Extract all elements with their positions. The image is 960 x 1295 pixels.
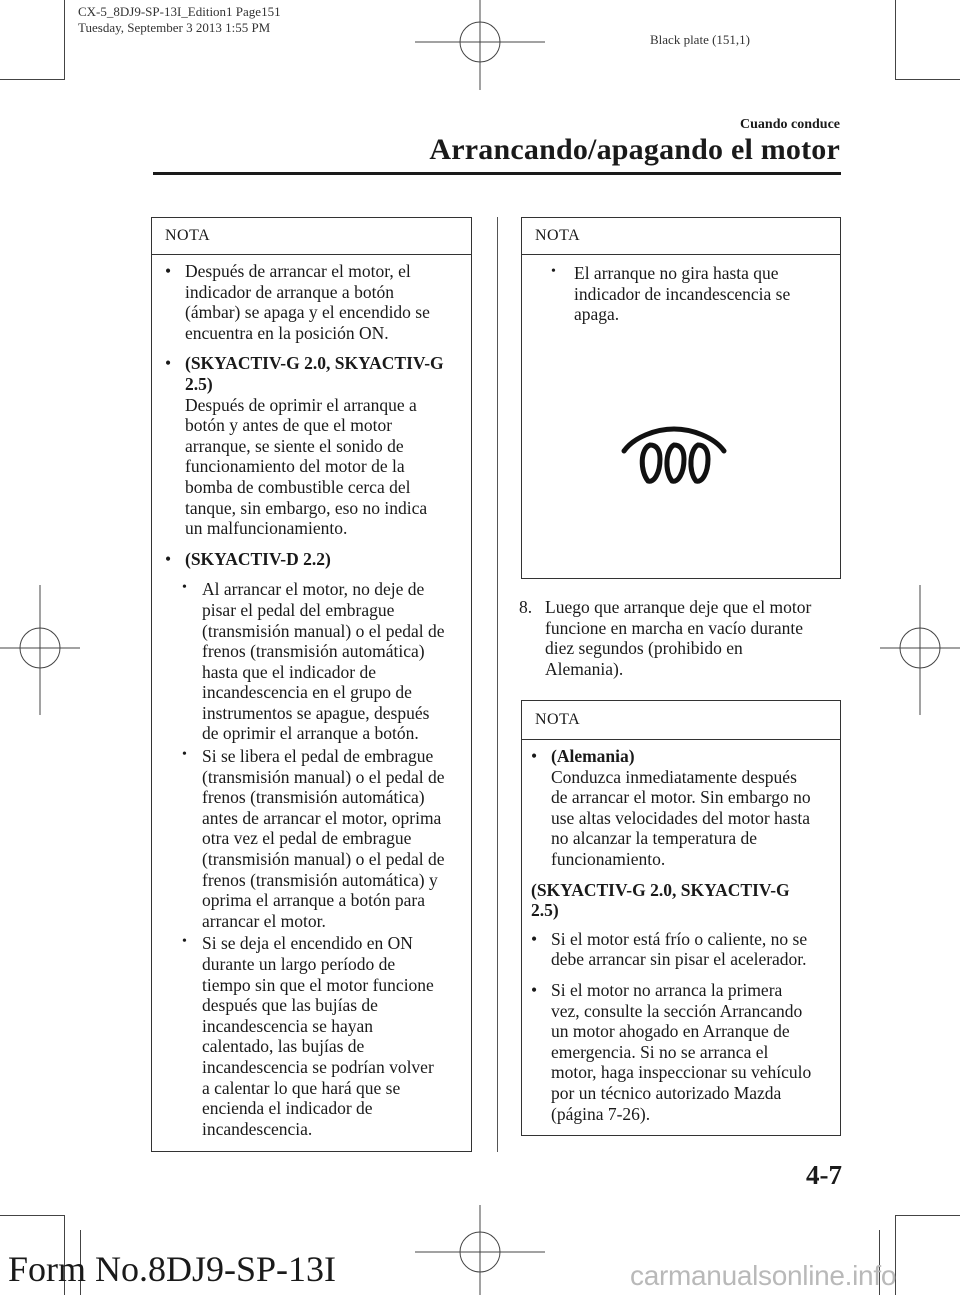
text-line: vez, consulte la sección Arrancando [551,1000,803,1021]
header-rule [153,172,841,175]
sub-list-item [165,746,463,931]
text-line: frenos (transmisión automática) [202,641,425,662]
crop-mark [896,1215,960,1216]
text-line: incandescencia en el grupo de [202,682,412,703]
text-line: oprima el arranque a botón para [202,890,426,911]
bullet: • [165,548,172,569]
text-line: Después de oprimir el arranque a [185,394,417,415]
text-line: (página 7-26). [551,1103,651,1124]
text-line: 2.5) [531,900,559,921]
text-line: Alemania). [545,658,624,679]
sub-bullet: • [182,934,187,950]
item-title: (Alemania) [551,746,635,766]
note-body [522,740,840,1124]
registration-mark-bottom [415,1205,545,1295]
item-title: 2.5) [185,373,213,394]
bullet: • [165,261,172,281]
page-number: 4-7 [806,1160,842,1190]
text-line: (SKYACTIV-G 2.0, SKYACTIV-G [531,879,790,900]
crop-mark [896,79,960,80]
text-line: de arrancar el motor. Sin embargo no [551,787,811,808]
list-item [165,261,463,343]
registration-mark-right [880,585,960,715]
note-heading: NOTA [152,218,471,255]
text-line: Después de arrancar el motor, el [185,261,411,281]
text-line: incandescencia se podrían volver [202,1056,434,1077]
text-line: (transmisión manual) o el pedal de [202,620,445,641]
note-heading: NOTA [522,701,840,740]
list-item [531,746,836,870]
text-line: de oprimir el arranque a botón. [202,723,419,744]
text-line: indicador de incandescencia se [574,283,791,304]
sub-bullet: • [182,747,187,763]
text-line: Si el motor no arranca la primera [551,979,783,1000]
text-line: un motor ahogado en Arranque de [551,1021,790,1042]
print-info-line1: CX-5_8DJ9-SP-13I_Edition1 Page151 [78,4,281,19]
text-line: Luego que arranque deje que el motor [545,597,812,617]
note-body [152,255,471,1139]
note-heading: NOTA [522,218,840,255]
text-line: frenos (transmisión automática) [202,787,425,808]
text-line: encienda el indicador de [202,1098,373,1119]
text-line: incandescencia se hayan [202,1015,374,1036]
text-line: encuentra en la posición ON. [185,322,389,343]
text-line: Si se deja el encendido en ON [202,933,413,954]
section-label: Cuando conduce [740,117,840,132]
text-line: diez segundos (prohibido en [545,638,743,659]
text-line: apaga. [574,304,620,325]
text-line: después que las bujías de [202,995,378,1016]
text-line: (transmisión manual) o el pedal de [202,849,445,870]
text-line: botón y antes de que el motor [185,415,393,436]
text-line: incandescencia. [202,1118,313,1139]
text-line: antes de arrancar el motor, oprima [202,807,442,828]
text-line: Al arrancar el motor, no deje de [202,579,425,600]
text-line: El arranque no gira hasta que [574,263,779,283]
sub-bullet: • [551,264,556,279]
text-line: a calentar lo que hará que se [202,1077,401,1098]
bullet: • [531,928,538,949]
text-line: bomba de combustible cerca del [185,476,411,497]
sub-list-item [165,579,463,744]
plate-label: Black plate (151,1) [650,32,750,47]
list-item [531,980,836,1124]
text-line: frenos (transmisión automática) y [202,869,438,890]
text-line: un malfuncionamiento. [185,518,348,539]
bullet: • [531,746,538,766]
text-line: funcione en marcha en vacío durante [545,617,803,638]
text-line: motor, haga inspeccionar su vehículo [551,1062,812,1083]
list-item [165,549,463,570]
text-line: durante un largo período de [202,954,396,974]
bullet: • [531,979,538,1000]
text-line: arrancar el motor. [202,910,326,931]
text-line: arranque, se siente el sonido de [185,435,404,456]
sub-list-item [530,263,832,325]
step-number: 8. [519,597,533,617]
text-line: funcionamiento del motor de la [185,456,405,477]
crop-mark [0,79,64,80]
text-line: debe arrancar sin pisar el acelerador. [551,949,807,970]
text-line: instrumentos se apague, después [202,702,430,723]
text-line: emergencia. Si no se arranca el [551,1041,769,1062]
glow-plug-indicator-icon [620,425,728,487]
step-text [519,597,849,679]
text-line: indicador de arranque a botón [185,281,394,302]
text-line: calentado, las bujías de [202,1036,365,1057]
sub-bullet: • [182,580,187,596]
sub-list-item [165,933,463,1139]
registration-mark-top [415,0,545,90]
text-line: Si el motor está frío o caliente, no se [551,928,808,949]
text-line: otra vez el pedal de embrague [202,828,412,849]
text-line: tanque, sin embargo, eso no indica [185,497,428,518]
print-info [78,4,281,36]
form-number: Form No.8DJ9-SP-13I [8,1249,337,1289]
bullet: • [165,353,172,374]
group-title [531,880,836,921]
note-body [522,255,840,325]
text-line: tiempo sin que el motor funcione [202,974,434,995]
page-title: Arrancando/apagando el motor [429,133,840,166]
print-info-line2: Tuesday, September 3 2013 1:55 PM [78,20,271,35]
item-title: (SKYACTIV-G 2.0, SKYACTIV-G [185,353,444,374]
text-line: hasta que el indicador de [202,661,376,682]
step-8 [519,597,849,679]
text-line: use altas velocidades del motor hasta [551,807,811,828]
crop-mark [895,0,896,80]
text-line: Conduzca inmediatamente después [551,766,797,787]
item-title: (SKYACTIV-D 2.2) [185,548,331,569]
note-box-left [151,217,472,1152]
list-item [165,353,463,538]
watermark: carmanualsonline.info [630,1260,897,1291]
note-box-right-top [521,217,841,579]
list-item [531,929,836,970]
column-divider [497,217,498,1152]
text-line: pisar el pedal del embrague [202,599,395,620]
note-box-right-bottom [521,700,841,1136]
text-line: (transmisión manual) o el pedal de [202,766,445,787]
crop-mark [0,1215,64,1216]
text-line: funcionamiento. [551,848,666,869]
text-line: Si se libera el pedal de embrague [202,746,434,767]
text-line: por un técnico autorizado Mazda [551,1082,782,1103]
text-line: no alcanzar la temperatura de [551,828,757,849]
registration-mark-left [0,585,80,715]
text-line: (ámbar) se apaga y el encendido se [185,302,430,323]
crop-mark [64,0,65,80]
